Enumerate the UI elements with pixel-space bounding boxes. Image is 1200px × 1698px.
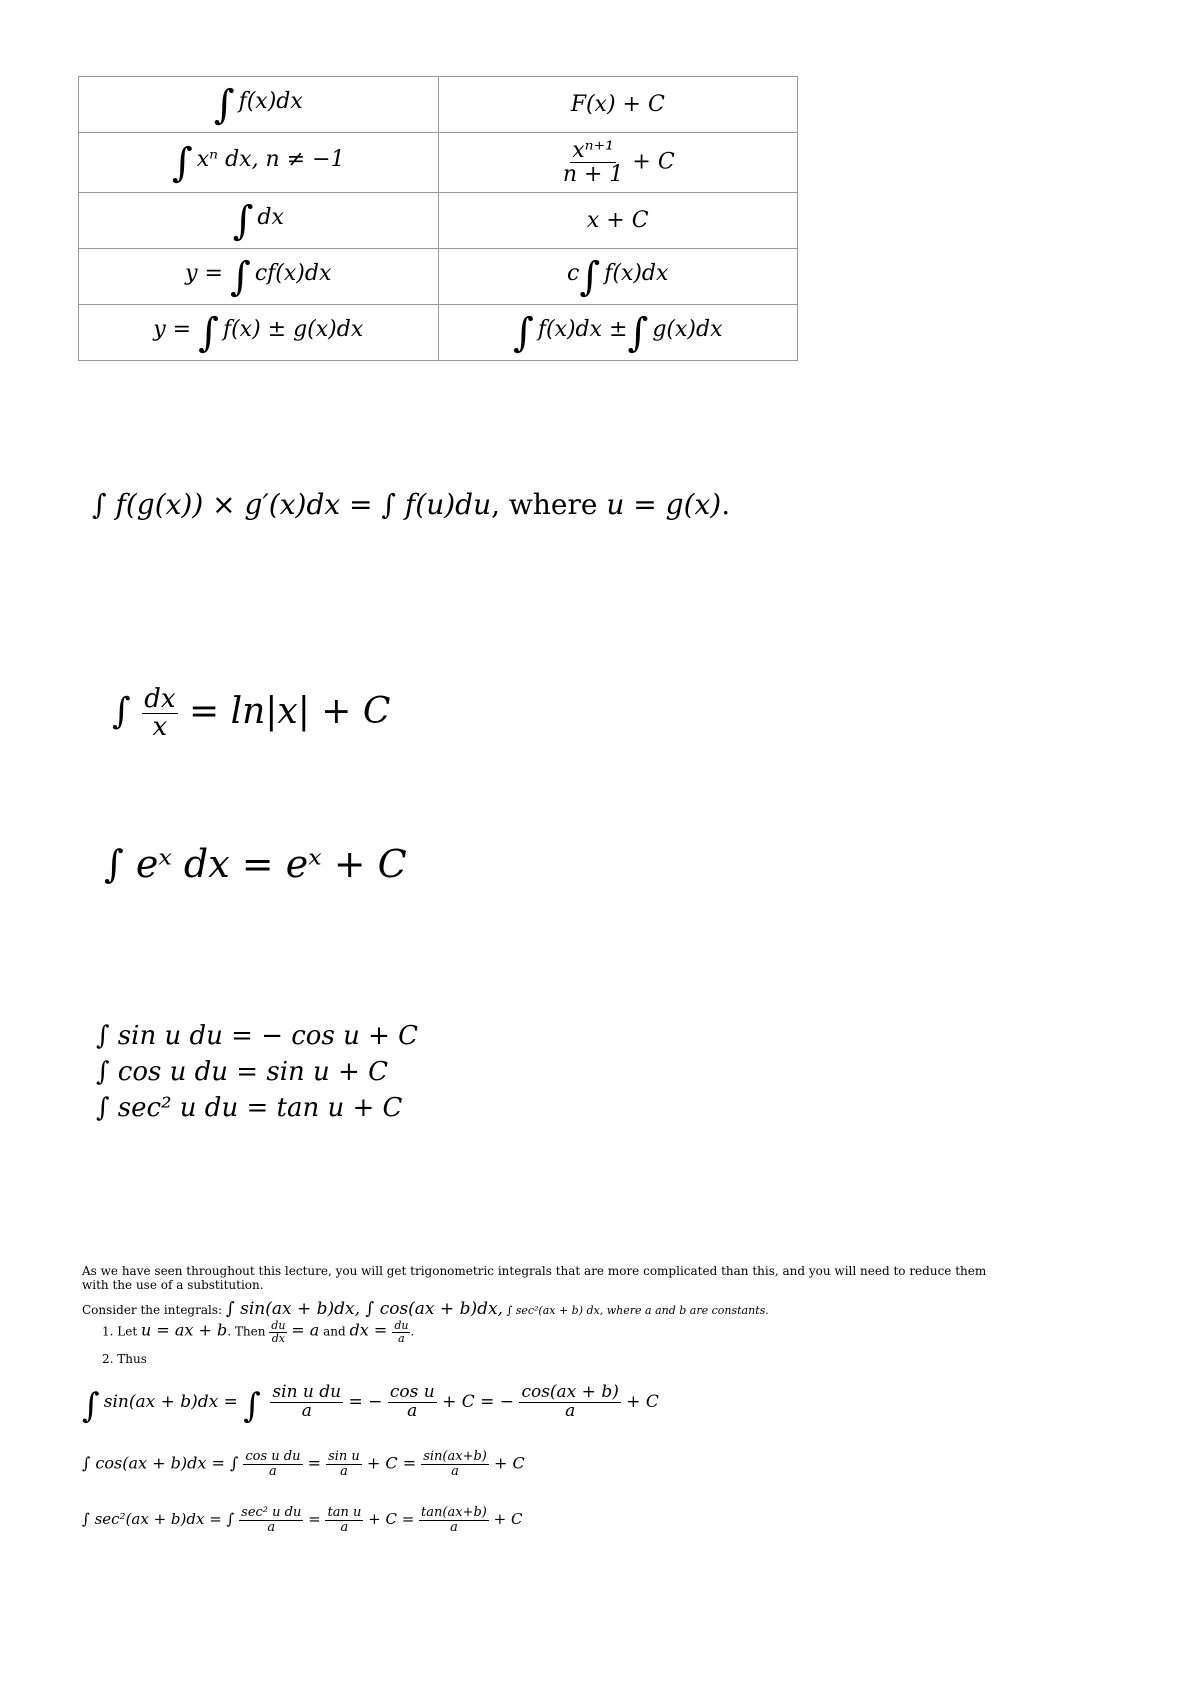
integral-sign: ∫ xyxy=(112,690,131,732)
step-two: 2. Thus xyxy=(102,1352,147,1366)
table-row xyxy=(79,249,798,305)
sin-substitution-equation: ∫ sin(ax + b)dx = ∫ $\frac{\text{sin u du}}{a}$ = − $\frac{\text{cos u}}{a}$ + C = − $\frac{\cos(ax + b)}{a}$ + C xyxy=(82,1382,659,1426)
table-cell: $\frac{\text{xⁿ⁺¹}}{n + 1}$ + C xyxy=(438,133,798,193)
table-cell: ∫ f(x)dx xyxy=(79,77,439,133)
table-cell: y = ∫ cf(x)dx xyxy=(79,249,439,305)
sec-substitution-equation: ∫ sec²(ax + b)dx = ∫ $\frac{\text{sec² u du}}{a}$ = $\frac{\text{tan u}}{a}$ + C = $\frac{\tan(ax+b)}{a}$ + C xyxy=(82,1505,523,1535)
du-a-fraction: $\frac{du}{a}$ xyxy=(394,1319,409,1345)
paragraph-consider: Consider the integrals: ∫ sin(ax + b)dx, ∫ cos(ax + b)dx, ∫ sec²(ax + b) dx, where a and b are constants. xyxy=(82,1299,769,1319)
table-cell: ∫ dx xyxy=(79,193,439,249)
integral-sign: ∫ xyxy=(171,139,193,186)
integration-rules-table xyxy=(78,76,798,361)
eq3-fraction-2: $\frac{\text{tan u}}{a}$ xyxy=(327,1505,362,1535)
table-cell: x + C xyxy=(438,193,798,249)
integral-sign: ∫ xyxy=(232,197,254,244)
table-cell: F(x) + C xyxy=(438,77,798,133)
step-one: 1. Let u = ax + b. Then $\frac{du}{dx}$ = a and dx = $\frac{du}{a}$ . xyxy=(102,1319,415,1345)
integral-sign: ∫ xyxy=(627,309,649,356)
eq3-fraction-3: $\frac{\tan(ax+b)}{a}$ xyxy=(421,1505,487,1535)
cos-substitution-equation: ∫ cos(ax + b)dx = ∫ $\frac{\text{cos u du}}{a}$ = $\frac{\text{sin u}}{a}$ + C = $\frac{\sin(ax+b)}{a}$ + C xyxy=(82,1449,525,1479)
integral-sign: ∫ xyxy=(579,253,601,300)
table-cell: ∫ f(x)dx ±∫ g(x)dx xyxy=(438,305,798,361)
integral-sign: ∫ xyxy=(513,309,534,356)
integral-sign: ∫ xyxy=(229,253,251,300)
eq3-fraction-1: $\frac{\text{sec² u du}}{a}$ xyxy=(241,1505,302,1535)
table-row xyxy=(79,305,798,361)
substitution-rule: ∫ f(g(x)) × g′(x)dx = ∫ f(u)du, where u = g(x). xyxy=(92,488,731,521)
table-cell: y = ∫ f(x) ± g(x)dx xyxy=(79,305,439,361)
power-rule-fraction: $\frac{\text{xⁿ⁺¹}}{n + 1}$ xyxy=(562,137,624,187)
trig-rule-sec: ∫ sec² u du = tan u + C xyxy=(96,1093,403,1123)
eq1-fraction-2: $\frac{\text{cos u}}{a}$ xyxy=(389,1382,435,1421)
paragraph-intro: As we have seen throughout this lecture, you will get trigonometric integrals that are more complicated than this, and you will need to reduce them with the use of a substitution. xyxy=(82,1264,987,1292)
table-row xyxy=(79,133,798,193)
eq2-fraction-2: $\frac{\text{sin u}}{a}$ xyxy=(328,1449,360,1479)
du-dx-fraction: $\frac{du}{dx}$ xyxy=(271,1319,286,1345)
integral-sign: ∫ xyxy=(243,1385,261,1426)
table-row xyxy=(79,77,798,133)
integral-sign: ∫ xyxy=(82,1385,100,1426)
eq2-fraction-1: $\frac{\text{cos u du}}{a}$ xyxy=(245,1449,301,1479)
integral-sign: ∫ xyxy=(213,81,235,128)
table-row xyxy=(79,193,798,249)
log-rule-fraction: $\frac{dx}{x}$ xyxy=(144,684,176,743)
table-cell: c∫ f(x)dx xyxy=(438,249,798,305)
log-rule: ∫ $\frac{dx}{x}$ = ln|x| + C xyxy=(112,684,391,743)
trig-rules xyxy=(96,1018,418,1126)
eq1-fraction-1: $\frac{\text{sin u du}}{a}$ xyxy=(272,1382,342,1421)
integral-sign: ∫ xyxy=(198,309,219,356)
exp-rule: ∫ eˣ dx = eˣ + C xyxy=(104,842,407,886)
table-cell: ∫ xⁿ dx, n ≠ −1 xyxy=(79,133,439,193)
eq2-fraction-3: $\frac{\sin(ax+b)}{a}$ xyxy=(423,1449,487,1479)
trig-rule-sin: ∫ sin u du = − cos u + C xyxy=(96,1021,419,1051)
trig-rule-cos: ∫ cos u du = sin u + C xyxy=(96,1057,388,1087)
eq1-fraction-3: $\frac{\cos(ax + b)}{a}$ xyxy=(521,1382,619,1421)
